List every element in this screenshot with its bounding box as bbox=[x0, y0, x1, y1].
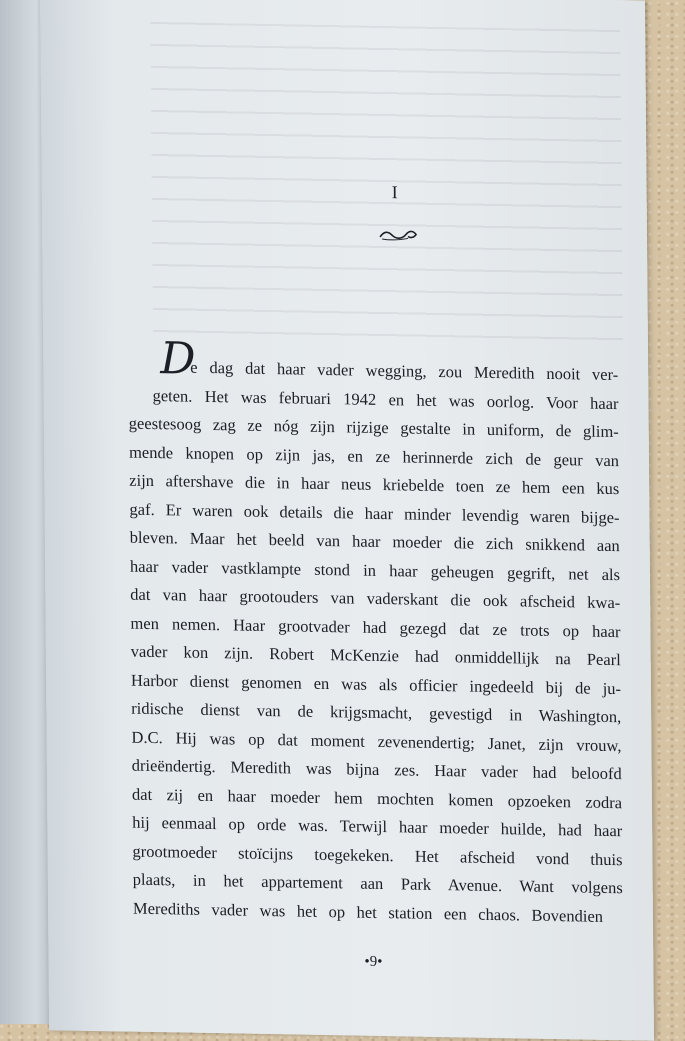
text-line: vader kon zijn. Robert McKenzie had onmiddellijk na Pearl bbox=[130, 641, 621, 670]
text-line: hij eenmaal op orde was. Terwijl haar moeder huilde, had haar bbox=[132, 812, 623, 841]
text-line: gaf. Er waren ook details die haar minder levendig waren bijge- bbox=[129, 499, 620, 527]
text-line: dat van haar grootouders van vaderskant die ook afscheid kwa- bbox=[130, 584, 621, 613]
book-page bbox=[40, 0, 654, 1041]
text-line: haar vader vastklampte stond in haar geheugen gegrift, net als bbox=[129, 556, 621, 584]
text-line: mende knopen op zijn jas, en ze herinnerde zich de geur van bbox=[128, 442, 620, 470]
text-line: plaats, in het appartement aan Park Avenue. Want volgens bbox=[132, 869, 623, 898]
text-line: Harbor dienst genomen en was als officier ingedeeld bij de ju- bbox=[130, 670, 622, 698]
text-line: grootmoeder stoïcijns toegekeken. Het afscheid vond thuis bbox=[132, 841, 623, 869]
text-line: ridische dienst van de krijgsmacht, gevestigd in Washington, bbox=[131, 698, 622, 727]
text-line: D.C. Hij was op dat moment zevenendertig; Janet, zijn vrouw, bbox=[131, 727, 622, 755]
text-line: men nemen. Haar grootvader had gezegd dat ze trots op haar bbox=[130, 613, 621, 641]
page-number: •9• bbox=[364, 953, 383, 971]
drop-cap: D bbox=[159, 333, 196, 385]
text-line: geestesoog zag ze nóg zijn rijzige gestalte in uniform, de glim- bbox=[128, 413, 619, 442]
text-line: bleven. Maar het beeld van haar moeder die zich snikkend aan bbox=[129, 527, 620, 556]
text-line: dat zij en haar moeder hem mochten komen opzoeken zodra bbox=[131, 784, 623, 812]
chapter-number: I bbox=[391, 182, 398, 203]
text-line: zijn aftershave die in haar neus kriebelde toen ze hem een kus bbox=[129, 470, 620, 499]
text-line: drieëndertig. Meredith was bijna zes. Haar vader had beloofd bbox=[131, 755, 622, 784]
text-line: e dag dat haar vader wegging, zou Meredith nooit ver- bbox=[190, 357, 619, 385]
text-line: geten. Het was februari 1942 en het was oorlog. Voor haar bbox=[152, 385, 619, 413]
text-line: Merediths vader was het op het station een chaos. Bovendien bbox=[132, 898, 604, 926]
bleed-through-text bbox=[150, 22, 623, 350]
chapter-ornament-icon bbox=[378, 228, 418, 243]
